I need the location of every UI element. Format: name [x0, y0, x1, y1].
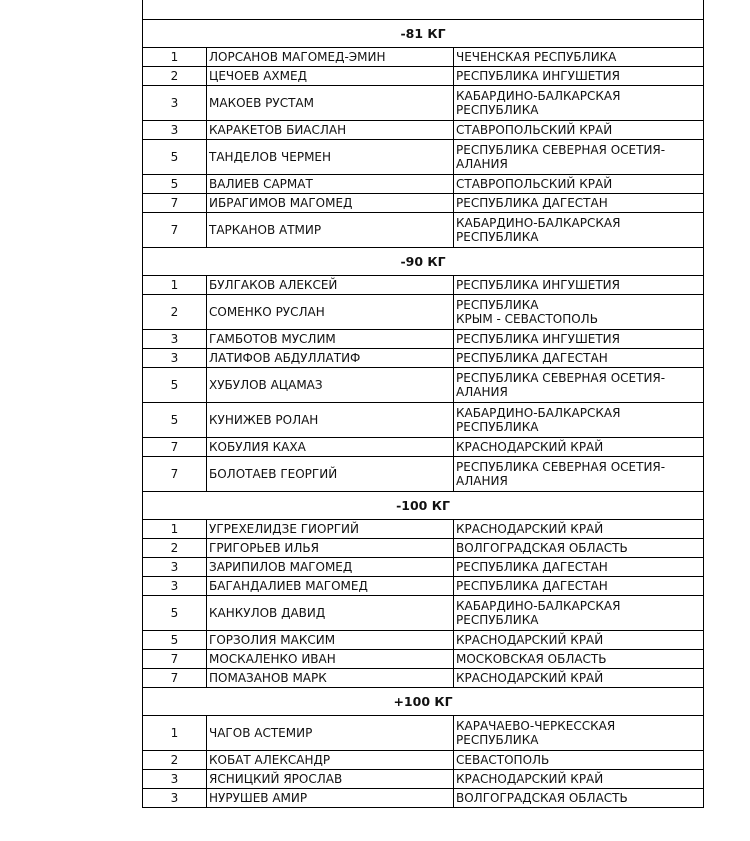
athlete-name-cell: ПОМАЗАНОВ МАРК	[207, 669, 454, 688]
place-cell: 2	[143, 295, 207, 330]
place-cell: 3	[143, 789, 207, 808]
region-line: РЕСПУБЛИКА ДАГЕСТАН	[456, 351, 608, 365]
region-line: СЕВАСТОПОЛЬ	[456, 753, 550, 767]
region-cell	[454, 330, 704, 349]
region-line: РЕСПУБЛИКА ДАГЕСТАН	[456, 560, 608, 574]
weight-category-header	[143, 20, 704, 48]
athlete-name-cell: МОСКАЛЕНКО ИВАН	[207, 650, 454, 669]
results-body	[143, 0, 704, 808]
athlete-name-cell: ХУБУЛОВ АЦАМАЗ	[207, 368, 454, 403]
table-row	[143, 194, 704, 213]
place-cell: 2	[143, 67, 207, 86]
athlete-name-cell: ЛОРСАНОВ МАГОМЕД-ЭМИН	[207, 48, 454, 67]
region-cell	[454, 276, 704, 295]
athlete-name-cell: ТАНДЕЛОВ ЧЕРМЕН	[207, 140, 454, 175]
table-row	[143, 577, 704, 596]
region-cell	[454, 121, 704, 140]
region-cell	[454, 194, 704, 213]
weight-category-label: -90 КГ	[143, 248, 704, 276]
athlete-name-cell: ЛАТИФОВ АБДУЛЛАТИФ	[207, 349, 454, 368]
place-cell: 3	[143, 86, 207, 121]
results-table	[142, 0, 704, 808]
athlete-name-cell: БОЛОТАЕВ ГЕОРГИЙ	[207, 457, 454, 492]
athlete-name-cell: ЯСНИЦКИЙ ЯРОСЛАВ	[207, 770, 454, 789]
region-cell	[454, 650, 704, 669]
table-row	[143, 770, 704, 789]
athlete-name-cell: МАКОЕВ РУСТАМ	[207, 86, 454, 121]
region-cell	[454, 213, 704, 248]
weight-category-header	[143, 688, 704, 716]
region-line: КАБАРДИНО-БАЛКАРСКАЯ	[456, 216, 621, 230]
region-line: КАБАРДИНО-БАЛКАРСКАЯ	[456, 599, 621, 613]
athlete-name-cell: КАРАКЕТОВ БИАСЛАН	[207, 121, 454, 140]
table-row	[143, 558, 704, 577]
region-cell	[454, 438, 704, 457]
region-cell	[454, 457, 704, 492]
table-row	[143, 438, 704, 457]
place-cell: 2	[143, 751, 207, 770]
region-line: КРАСНОДАРСКИЙ КРАЙ	[456, 671, 604, 685]
weight-category-label: -100 КГ	[143, 492, 704, 520]
region-cell	[454, 669, 704, 688]
table-row	[143, 520, 704, 539]
region-line: ЧЕЧЕНСКАЯ РЕСПУБЛИКА	[456, 50, 617, 64]
table-row	[143, 789, 704, 808]
place-cell: 7	[143, 669, 207, 688]
table-row	[143, 140, 704, 175]
table-row	[143, 86, 704, 121]
region-cell	[454, 558, 704, 577]
region-line: КРАСНОДАРСКИЙ КРАЙ	[456, 522, 604, 536]
region-cell	[454, 789, 704, 808]
place-cell: 5	[143, 175, 207, 194]
place-cell: 5	[143, 596, 207, 631]
athlete-name-cell: УГРЕХЕЛИДЗЕ ГИОРГИЙ	[207, 520, 454, 539]
region-cell	[454, 751, 704, 770]
region-cell	[454, 86, 704, 121]
region-cell	[454, 175, 704, 194]
athlete-name-cell: ГРИГОРЬЕВ ИЛЬЯ	[207, 539, 454, 558]
place-cell: 1	[143, 276, 207, 295]
region-line: АЛАНИЯ	[456, 385, 508, 399]
table-row	[143, 631, 704, 650]
region-line: КАРАЧАЕВО-ЧЕРКЕССКАЯ	[456, 719, 616, 733]
place-cell: 7	[143, 438, 207, 457]
place-cell: 5	[143, 631, 207, 650]
table-row	[143, 121, 704, 140]
weight-category-header	[143, 492, 704, 520]
region-line: РЕСПУБЛИКА ИНГУШЕТИЯ	[456, 278, 620, 292]
athlete-name-cell: ВАЛИЕВ САРМАТ	[207, 175, 454, 194]
table-row	[143, 276, 704, 295]
athlete-name-cell: КОБУЛИЯ КАХА	[207, 438, 454, 457]
table-row	[143, 368, 704, 403]
region-line: СТАВРОПОЛЬСКИЙ КРАЙ	[456, 177, 613, 191]
table-row	[143, 349, 704, 368]
region-line: РЕСПУБЛИКА	[456, 733, 539, 747]
region-line: АЛАНИЯ	[456, 474, 508, 488]
place-cell: 7	[143, 457, 207, 492]
weight-category-label: +100 КГ	[143, 688, 704, 716]
place-cell: 7	[143, 650, 207, 669]
region-line: ВОЛГОГРАДСКАЯ ОБЛАСТЬ	[456, 541, 628, 555]
region-cell	[454, 539, 704, 558]
athlete-name-cell: ГОРЗОЛИЯ МАКСИМ	[207, 631, 454, 650]
table-row	[143, 48, 704, 67]
region-cell	[454, 520, 704, 539]
table-row	[143, 669, 704, 688]
athlete-name-cell: ЧАГОВ АСТЕМИР	[207, 716, 454, 751]
region-line: АЛАНИЯ	[456, 157, 508, 171]
table-top-spacer	[143, 0, 704, 20]
place-cell: 3	[143, 577, 207, 596]
table-row	[143, 539, 704, 558]
place-cell: 3	[143, 349, 207, 368]
region-line: РЕСПУБЛИКА СЕВЕРНАЯ ОСЕТИЯ-	[456, 371, 666, 385]
region-line: РЕСПУБЛИКА	[456, 420, 539, 434]
region-line: РЕСПУБЛИКА СЕВЕРНАЯ ОСЕТИЯ-	[456, 143, 666, 157]
region-cell	[454, 770, 704, 789]
region-line: РЕСПУБЛИКА ИНГУШЕТИЯ	[456, 69, 620, 83]
region-cell	[454, 716, 704, 751]
region-cell	[454, 48, 704, 67]
athlete-name-cell: БУЛГАКОВ АЛЕКСЕЙ	[207, 276, 454, 295]
place-cell: 5	[143, 368, 207, 403]
table-top-spacer-cell	[143, 0, 704, 20]
table-row	[143, 330, 704, 349]
table-row	[143, 751, 704, 770]
athlete-name-cell: ТАРКАНОВ АТМИР	[207, 213, 454, 248]
table-row	[143, 596, 704, 631]
athlete-name-cell: КАНКУЛОВ ДАВИД	[207, 596, 454, 631]
region-cell	[454, 67, 704, 86]
place-cell: 5	[143, 403, 207, 438]
table-row	[143, 403, 704, 438]
athlete-name-cell: ГАМБОТОВ МУСЛИМ	[207, 330, 454, 349]
weight-category-label: -81 КГ	[143, 20, 704, 48]
place-cell: 7	[143, 213, 207, 248]
region-line: КРАСНОДАРСКИЙ КРАЙ	[456, 772, 604, 786]
table-row	[143, 213, 704, 248]
region-cell	[454, 631, 704, 650]
athlete-name-cell: ИБРАГИМОВ МАГОМЕД	[207, 194, 454, 213]
table-row	[143, 457, 704, 492]
athlete-name-cell: ЗАРИПИЛОВ МАГОМЕД	[207, 558, 454, 577]
place-cell: 7	[143, 194, 207, 213]
region-line: РЕСПУБЛИКА	[456, 613, 539, 627]
place-cell: 1	[143, 48, 207, 67]
region-line: КРЫМ - СЕВАСТОПОЛЬ	[456, 312, 598, 326]
place-cell: 3	[143, 121, 207, 140]
place-cell: 5	[143, 140, 207, 175]
region-line: КРАСНОДАРСКИЙ КРАЙ	[456, 633, 604, 647]
region-line: РЕСПУБЛИКА	[456, 103, 539, 117]
region-line: КАБАРДИНО-БАЛКАРСКАЯ	[456, 406, 621, 420]
region-line: ВОЛГОГРАДСКАЯ ОБЛАСТЬ	[456, 791, 628, 805]
athlete-name-cell: КОБАТ АЛЕКСАНДР	[207, 751, 454, 770]
place-cell: 3	[143, 558, 207, 577]
athlete-name-cell: НУРУШЕВ АМИР	[207, 789, 454, 808]
region-cell	[454, 368, 704, 403]
athlete-name-cell: ЦЕЧОЕВ АХМЕД	[207, 67, 454, 86]
region-line: РЕСПУБЛИКА ДАГЕСТАН	[456, 196, 608, 210]
weight-category-header	[143, 248, 704, 276]
region-line: РЕСПУБЛИКА	[456, 298, 539, 312]
region-cell	[454, 596, 704, 631]
table-row	[143, 716, 704, 751]
athlete-name-cell: СОМЕНКО РУСЛАН	[207, 295, 454, 330]
region-line: РЕСПУБЛИКА СЕВЕРНАЯ ОСЕТИЯ-	[456, 460, 666, 474]
place-cell: 3	[143, 770, 207, 789]
region-line: КРАСНОДАРСКИЙ КРАЙ	[456, 440, 604, 454]
region-line: РЕСПУБЛИКА	[456, 230, 539, 244]
place-cell: 3	[143, 330, 207, 349]
region-cell	[454, 295, 704, 330]
table-row	[143, 650, 704, 669]
region-line: СТАВРОПОЛЬСКИЙ КРАЙ	[456, 123, 613, 137]
table-row	[143, 67, 704, 86]
region-cell	[454, 577, 704, 596]
athlete-name-cell: КУНИЖЕВ РОЛАН	[207, 403, 454, 438]
region-line: МОСКОВСКАЯ ОБЛАСТЬ	[456, 652, 607, 666]
athlete-name-cell: БАГАНДАЛИЕВ МАГОМЕД	[207, 577, 454, 596]
region-cell	[454, 140, 704, 175]
place-cell: 1	[143, 716, 207, 751]
region-cell	[454, 349, 704, 368]
region-line: РЕСПУБЛИКА ИНГУШЕТИЯ	[456, 332, 620, 346]
place-cell: 2	[143, 539, 207, 558]
region-line: РЕСПУБЛИКА ДАГЕСТАН	[456, 579, 608, 593]
table-row	[143, 295, 704, 330]
region-line: КАБАРДИНО-БАЛКАРСКАЯ	[456, 89, 621, 103]
region-cell	[454, 403, 704, 438]
place-cell: 1	[143, 520, 207, 539]
table-row	[143, 175, 704, 194]
